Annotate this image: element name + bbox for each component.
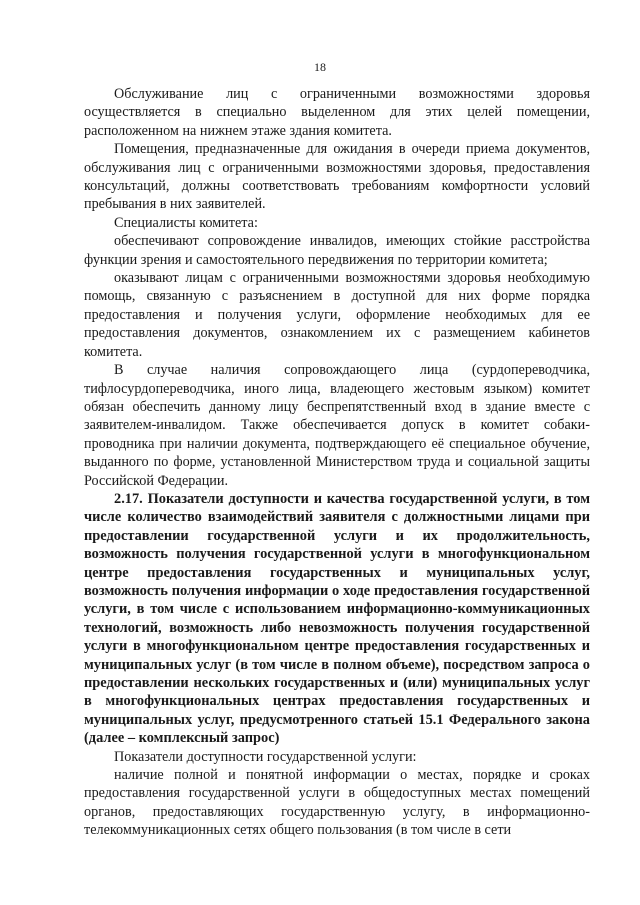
paragraph-information-availability: наличие полной и понятной информации о местах, порядке и сроках предоставления государственной услуги в общедоступных местах помещений органов, предоставляющих государственную услугу, в информационно-телекоммуникационных сетях общего пользования (в том числе в сети xyxy=(84,767,590,839)
document-body xyxy=(84,85,590,840)
section-heading-2-17: 2.17. Показатели доступности и качества государственной услуги, в том числе количество взаимодействий заявителя с должностными лицами при предоставлении государственной услуги и их продолжительность, возможность получения государственной услуги в многофункциональном центре предоставления государственных и муниципальных услуг, возможность получения информации о ходе предоставления государственной услуги, в том числе с использованием информационно-коммуникационных технологий, возможность либо невозможность получения государственной услуги в многофункциональном центре предоставления государственных и муниципальных услуг (в том числе в полном объеме), посредством запроса о предоставлении нескольких государственных и (или) муниципальных услуг в многофункциональных центрах предоставления государственных и муниципальных услуг, предусмотренного статьей 15.1 Федерального закона (далее – комплексный запрос) xyxy=(84,490,590,747)
paragraph-specialists-heading: Специалисты комитета: xyxy=(114,214,258,231)
paragraph-escort-disabled: обеспечивают сопровождение инвалидов, имеющих стойкие расстройства функции зрения и самостоятельного передвижения по территории комитета; xyxy=(84,233,590,268)
paragraph-service-location: Обслуживание лиц с ограниченными возможностями здоровья осуществляется в специально выделенном для этих целей помещении, расположенном на нижнем этаже здания комитета. xyxy=(84,86,590,139)
page-number: 18 xyxy=(314,60,326,74)
paragraph-accessibility-indicators: Показатели доступности государственной услуги: xyxy=(114,748,417,765)
paragraph-assistance: оказывают лицам с ограниченными возможностями здоровья необходимую помощь, связанную с разъяснением в доступной для них форме порядка предоставления и получения услуги, оформление необходимых для ее предоставления документов, ознакомлением их с размещением кабинетов комитета. xyxy=(84,270,590,360)
paragraph-waiting-rooms: Помещения, предназначенные для ожидания в очереди приема документов, обслуживания лиц с ограниченными возможностями здоровья, предоставления консультаций, должны соответствовать требованиям комфортности условий пребывания в них заявителей. xyxy=(84,141,590,213)
paragraph-accompanying-person: В случае наличия сопровождающего лица (сурдопереводчика, тифлосурдопереводчика, иного лица, владеющего жестовым языком) комитет обязан обеспечить данному лицу беспрепятственный вход в здание вместе с заявителем-инвалидом. Также обеспечивается допуск в комитет собаки-проводника при наличии документа, подтверждающего её специальное обучение, выданного по форме, установленной Министерством труда и социальной защиты Российской Федерации. xyxy=(84,362,590,489)
